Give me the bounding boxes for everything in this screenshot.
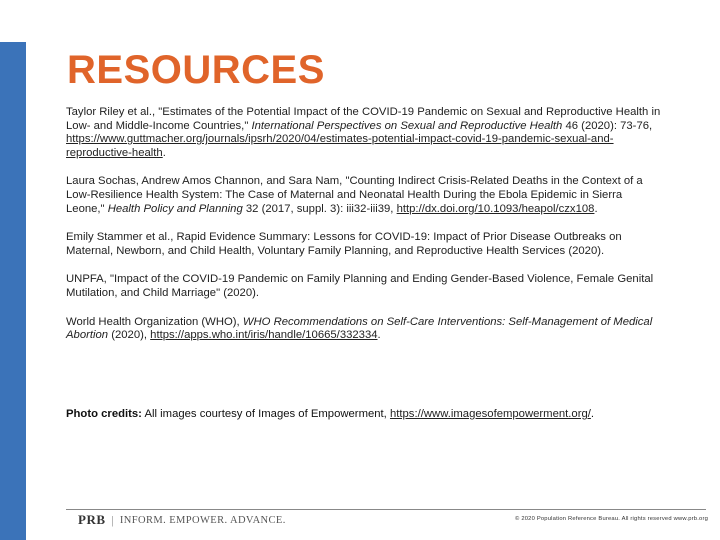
reference-end: . (377, 329, 381, 342)
photo-credits-link[interactable]: https://www.imagesofempowerment.org/ (389, 408, 591, 420)
reference-title-italic: Health Policy and Planning (107, 202, 243, 215)
reference-item (66, 231, 661, 258)
reference-link[interactable]: https://www.guttmacher.org/journals/ipsrh/2020/04/estimates-potential-impact-covid-19-pandemic-sexual-and-reproductive-health (66, 133, 614, 159)
side-accent-bar (0, 42, 26, 540)
footer-brand (78, 512, 286, 528)
reference-title-italic: WHO Recommendations on Self-Care Interventions: Self-Management of Medical Abortion (66, 315, 653, 342)
footer-divider (66, 509, 706, 510)
footer-copyright: © 2020 Population Reference Bureau. All rights reserved www.prb.org (515, 516, 708, 522)
reference-text: (2020), (108, 329, 151, 342)
reference-link[interactable]: http://dx.doi.org/10.1093/heapol/czx108 (396, 202, 595, 215)
photo-credits-end: . (590, 408, 595, 420)
photo-credits-text: All images courtesy of Images of Empowerment, (141, 408, 390, 420)
reference-text: Emily Stammer et al., Rapid Evidence Summary: Lessons for COVID-19: Impact of Prior Disease Outbreaks on Maternal, Newborn, and Child Health, Voluntary Family Planning, and Reproductive Health Services (2020). (66, 231, 622, 257)
reference-text: Laura Sochas, Andrew Amos Channon, and Sara Nam, "Counting Indirect Crisis-Related Deaths in the Context of a Low-Resilience Health System: The Case of Maternal and Neonatal Health During the Ebola Epidemic in Sierra Leone," (66, 175, 643, 215)
prb-logo: PRB (78, 512, 106, 527)
photo-credits-label: Photo credits: (66, 408, 142, 420)
reference-link[interactable]: https://apps.who.int/iris/handle/10665/332334 (150, 329, 378, 342)
reference-item (66, 106, 661, 160)
reference-text: UNPFA, "Impact of the COVID-19 Pandemic on Family Planning and Ending Gender-Based Violence, Female Genital Mutilation, and Child Marriage" (2020). (66, 273, 654, 299)
reference-text: 32 (2017, suppl. 3): iii32-iii39, (242, 202, 397, 215)
reference-end: . (594, 202, 598, 215)
footer-tagline: INFORM. EMPOWER. ADVANCE. (119, 514, 286, 526)
reference-item (66, 316, 661, 343)
references-list (66, 106, 661, 358)
reference-item (66, 175, 661, 216)
page-title: RESOURCES (67, 48, 325, 92)
photo-credits (66, 408, 666, 422)
footer-separator: | (111, 512, 114, 527)
reference-text: 46 (2020): 73-76, (562, 119, 653, 132)
reference-text: World Health Organization (WHO), (66, 315, 243, 328)
reference-end: . (162, 146, 166, 159)
reference-title-italic: International Perspectives on Sexual and Reproductive Health (251, 119, 563, 132)
reference-text: Taylor Riley et al., "Estimates of the Potential Impact of the COVID-19 Pandemic on Sexual and Reproductive Health in Low- and Middle-Income Countries," (66, 106, 661, 132)
reference-item (66, 273, 661, 300)
